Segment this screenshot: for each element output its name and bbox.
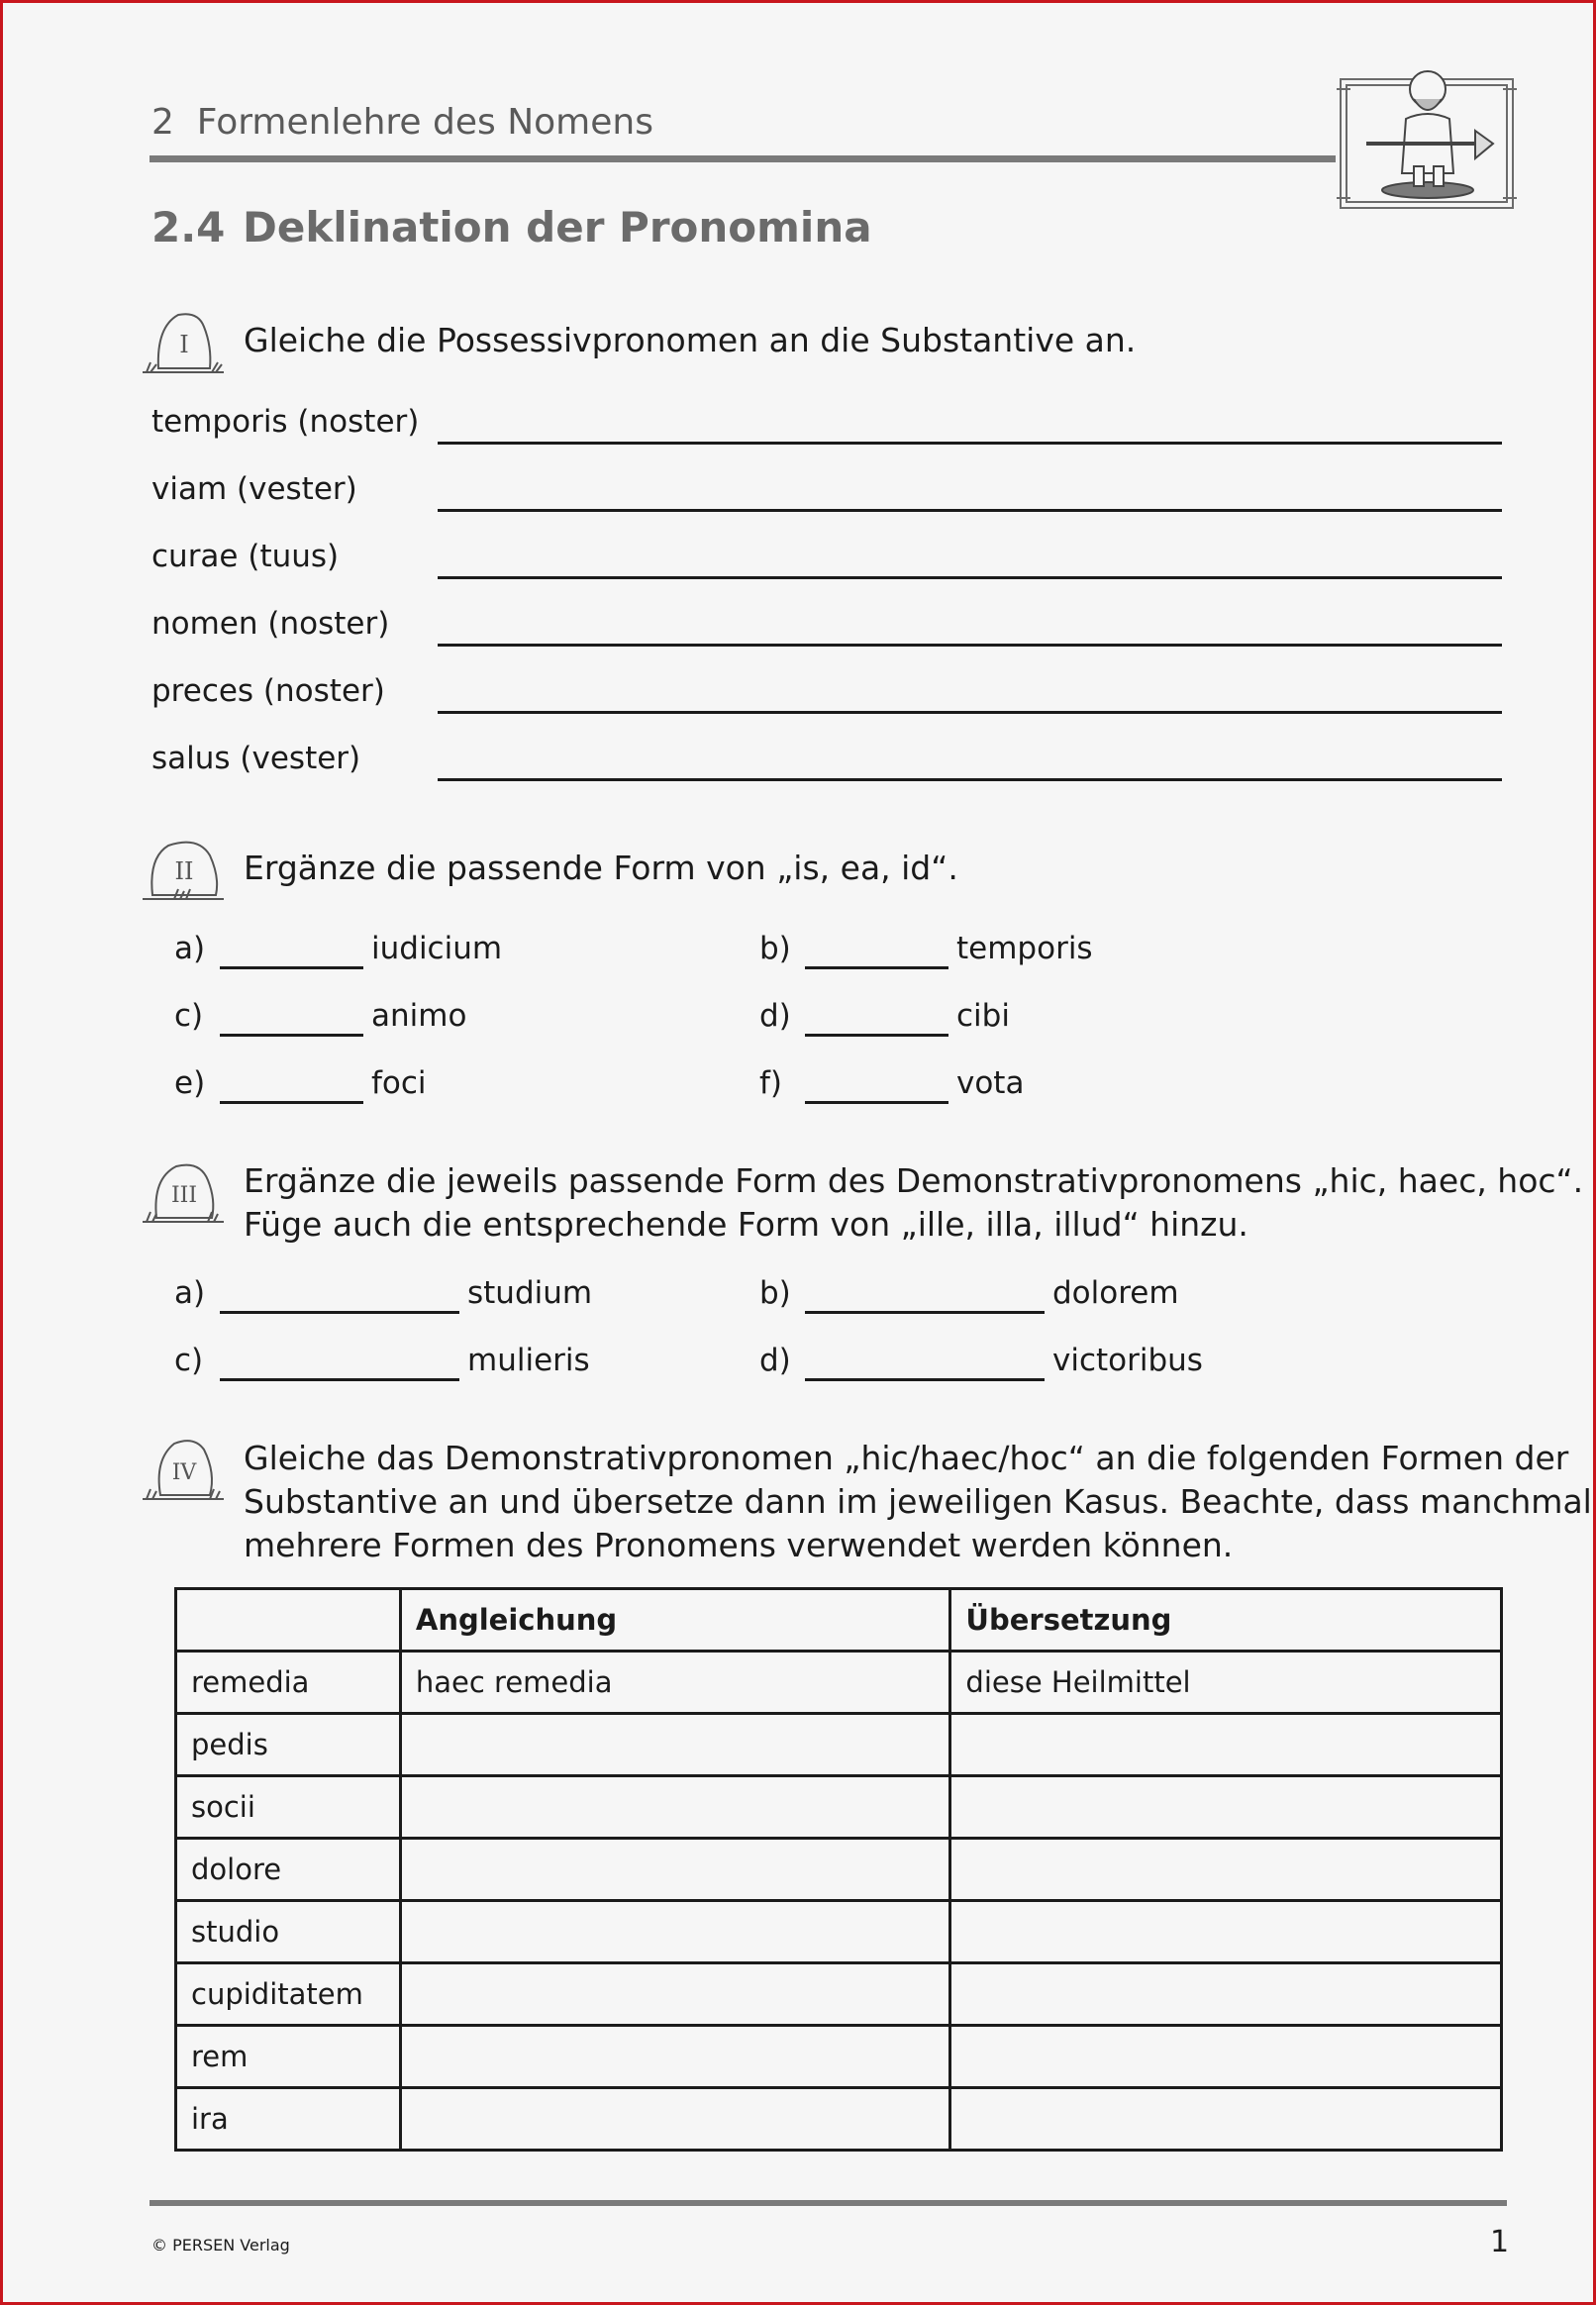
table-header-uebersetzung: Übersetzung (950, 1589, 1502, 1652)
table-row (176, 1839, 1502, 1901)
answer-blank[interactable] (805, 1378, 1045, 1381)
publisher-credit: © PERSEN Verlag (151, 2236, 290, 2255)
chapter-title: Formenlehre des Nomens (196, 102, 653, 143)
task1-row-label: curae (tuus) (151, 539, 340, 574)
item-word: foci (371, 1065, 427, 1101)
table-row (176, 1652, 1502, 1714)
svg-text:IV: IV (171, 1460, 197, 1485)
item-letter: f) (759, 1065, 783, 1101)
table-cell-noun: dolore (176, 1839, 401, 1901)
table-cell-noun: cupiditatem (176, 1963, 401, 2026)
item-letter: c) (174, 1343, 204, 1378)
task2-item (174, 1065, 570, 1111)
task4-instruction (244, 1437, 1592, 1567)
table-cell-angleichung[interactable] (400, 1839, 950, 1901)
task3-instruction-line1: Ergänze die jeweils passende Form des Demonstrativpronomens „hic, haec, hoc“. (244, 1161, 1584, 1200)
table-cell-uebersetzung[interactable]: diese Heilmittel (950, 1652, 1502, 1714)
table-row (176, 1776, 1502, 1839)
table-cell-noun: pedis (176, 1714, 401, 1776)
task2-item (174, 931, 570, 976)
task2-item (174, 998, 570, 1044)
task3-item (174, 1343, 669, 1388)
task4-instruction-line1: Gleiche das Demonstrativpronomen „hic/haec/hoc“ an die folgenden Formen der (244, 1439, 1569, 1477)
task-stone-icon (139, 307, 228, 378)
table-cell-angleichung[interactable] (400, 1714, 950, 1776)
task2-instruction: Ergänze die passende Form von „is, ea, id“. (244, 849, 958, 887)
table-cell-angleichung[interactable] (400, 1963, 950, 2026)
answer-blank[interactable] (805, 966, 948, 969)
table-cell-uebersetzung[interactable] (950, 1714, 1502, 1776)
table-cell-noun: rem (176, 2026, 401, 2088)
item-word: animo (371, 998, 467, 1034)
section-title-text: Deklination der Pronomina (243, 203, 872, 251)
item-letter: a) (174, 931, 206, 966)
svg-text:III: III (170, 1183, 198, 1208)
answer-blank[interactable] (220, 1101, 363, 1104)
task-stone-icon (139, 1156, 228, 1228)
task1-row-label: viam (vester) (151, 471, 357, 507)
task1-row (151, 471, 1503, 521)
task1-row (151, 404, 1503, 453)
answer-blank[interactable] (805, 1311, 1045, 1314)
task4-instruction-line2: Substantive an und übersetze dann im jeweiligen Kasus. Beachte, dass manchmal (244, 1482, 1592, 1521)
table-cell-uebersetzung[interactable] (950, 1839, 1502, 1901)
task-stone-icon (139, 834, 228, 905)
table-cell-uebersetzung[interactable] (950, 2026, 1502, 2088)
task1-row (151, 606, 1503, 655)
footer-rule (150, 2200, 1507, 2206)
item-word: studium (467, 1275, 593, 1311)
table-cell-uebersetzung[interactable] (950, 2088, 1502, 2151)
chapter-rule (150, 155, 1336, 162)
answer-blank[interactable] (805, 1034, 948, 1037)
task4-instruction-line3: mehrere Formen des Pronomens verwendet werden können. (244, 1526, 1234, 1564)
answer-line[interactable] (438, 711, 1502, 714)
table-row (176, 2088, 1502, 2151)
task3-instruction-line2: Füge auch die entsprechende Form von „ille, illa, illud“ hinzu. (244, 1205, 1248, 1244)
table-row (176, 1714, 1502, 1776)
item-word: dolorem (1052, 1275, 1179, 1311)
table-cell-angleichung[interactable] (400, 1901, 950, 1963)
answer-blank[interactable] (220, 1311, 459, 1314)
item-word: iudicium (371, 931, 503, 966)
task2-item (759, 931, 1155, 976)
table-header-row (176, 1589, 1502, 1652)
table-cell-angleichung[interactable] (400, 1776, 950, 1839)
task1-row (151, 673, 1503, 723)
item-letter: a) (174, 1275, 206, 1311)
table-cell-angleichung[interactable] (400, 2088, 950, 2151)
task3-instruction (244, 1159, 1583, 1247)
table-cell-noun: studio (176, 1901, 401, 1963)
table-header-angleichung: Angleichung (400, 1589, 950, 1652)
item-word: victoribus (1052, 1343, 1203, 1378)
task1-row-label: temporis (noster) (151, 404, 420, 440)
svg-text:II: II (174, 857, 194, 885)
item-letter: c) (174, 998, 204, 1034)
table-row (176, 2026, 1502, 2088)
table-row (176, 1963, 1502, 2026)
chapter-heading (151, 102, 653, 143)
table-cell-uebersetzung[interactable] (950, 1963, 1502, 2026)
chapter-number: 2 (151, 102, 174, 143)
task1-row-label: salus (vester) (151, 741, 361, 776)
task1-row (151, 741, 1503, 790)
answer-blank[interactable] (220, 966, 363, 969)
item-word: temporis (956, 931, 1093, 966)
item-letter: d) (759, 998, 791, 1034)
task1-row-label: preces (noster) (151, 673, 385, 709)
caveman-illustration-icon (1337, 50, 1517, 218)
answer-line[interactable] (438, 509, 1502, 512)
task3-item (759, 1343, 1254, 1388)
table-cell-noun: remedia (176, 1652, 401, 1714)
item-word: vota (956, 1065, 1025, 1101)
item-word: mulieris (467, 1343, 590, 1378)
task2-item (759, 1065, 1155, 1111)
task1-row-label: nomen (noster) (151, 606, 390, 642)
table-row (176, 1901, 1502, 1963)
table-header-empty (176, 1589, 401, 1652)
answer-line[interactable] (438, 576, 1502, 579)
item-letter: b) (759, 931, 791, 966)
svg-text:I: I (179, 331, 189, 358)
task3-item (174, 1275, 669, 1321)
answer-blank[interactable] (220, 1034, 363, 1037)
item-word: cibi (956, 998, 1010, 1034)
task1-instruction: Gleiche die Possessivpronomen an die Substantive an. (244, 321, 1137, 359)
item-letter: e) (174, 1065, 206, 1101)
section-title (151, 203, 872, 251)
table-cell-angleichung[interactable]: haec remedia (400, 1652, 950, 1714)
table-cell-noun: socii (176, 1776, 401, 1839)
task3-item (759, 1275, 1254, 1321)
declension-table (174, 1587, 1503, 2152)
answer-blank[interactable] (805, 1101, 948, 1104)
answer-line[interactable] (438, 778, 1502, 781)
answer-blank[interactable] (220, 1378, 459, 1381)
task-stone-icon (139, 1434, 228, 1505)
item-letter: d) (759, 1343, 791, 1378)
section-number: 2.4 (151, 203, 226, 251)
answer-line[interactable] (438, 644, 1502, 647)
task2-item (759, 998, 1155, 1044)
table-cell-uebersetzung[interactable] (950, 1776, 1502, 1839)
page-number: 1 (1490, 2225, 1510, 2259)
task1-row (151, 539, 1503, 588)
table-cell-angleichung[interactable] (400, 2026, 950, 2088)
table-cell-uebersetzung[interactable] (950, 1901, 1502, 1963)
table-cell-noun: ira (176, 2088, 401, 2151)
answer-line[interactable] (438, 442, 1502, 445)
item-letter: b) (759, 1275, 791, 1311)
